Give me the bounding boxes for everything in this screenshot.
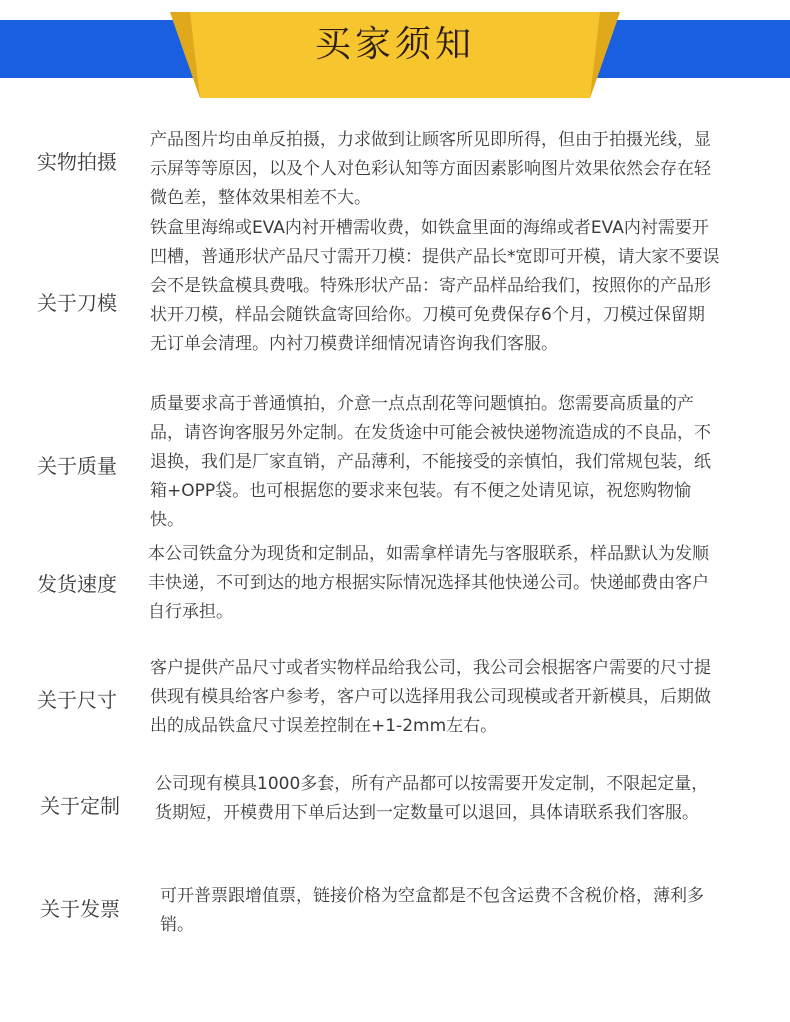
section-label: 关于质量 [37,454,117,478]
section-label: 实物拍摄 [37,150,117,174]
page-title: 买家须知 [314,24,475,65]
section-label: 关于发票 [40,897,120,921]
section-label: 关于定制 [40,794,120,818]
section-text: 铁盒里海绵或EVA内衬开槽需收费，如铁盒里面的海绵或者EVA内衬需要开凹槽，普通形状产品尺寸需开刀模：提供产品长*宽即可开模，请大家不要误会不是铁盒模具费哦。特殊形状产品：寄产品样品给我们，按照你的产品形状开刀模，样品会随铁盒寄回给你。刀模可免费保存6个月，刀模过保留期无订单会清理。内衬刀模费详细情况请咨询我们客服。 [150,218,720,354]
section-text: 公司现有模具1000多套，所有产品都可以按需要开发定制，不限起定量，货期短，开模费用下单后达到一定数量可以退回，具体请联系我们客服。 [155,774,709,823]
section-label: 发货速度 [37,572,117,596]
header-banner [0,0,790,100]
section-label: 关于尺寸 [37,688,117,712]
section-text: 客户提供产品尺寸或者实物样品给我公司，我公司会根据客户需要的尺寸提供现有模具给客户参考，客户可以选择用我公司现模或者开新模具，后期做出的成品铁盒尺寸误差控制在+1-2mm左右。 [150,658,711,736]
section-text: 质量要求高于普通慎拍，介意一点点刮花等问题慎拍。您需要高质量的产品，请咨询客服另外定制。在发货途中可能会被快递物流造成的不良品，不退换，我们是厂家直销，产品薄利，不能接受的亲慎怕，我们常规包装，纸箱+OPP袋。也可根据您的要求来包装。有不便之处请见谅，祝您购物愉快。 [150,394,711,530]
section-text: 可开普票跟增值票，链接价格为空盒都是不包含运费不含税价格，薄利多销。 [160,886,704,935]
section-text: 本公司铁盒分为现货和定制品，如需拿样请先与客服联系，样品默认为发顺丰快递，不可到达的地方根据实际情况选择其他快递公司。快递邮费由客户自行承担。 [148,544,709,622]
section-text: 产品图片均由单反拍摄，力求做到让顾客所见即所得，但由于拍摄光线，显示屏等等原因，以及个人对色彩认知等方面因素影响图片效果依然会存在轻微色差，整体效果相差不大。 [150,130,711,208]
section-label: 关于刀模 [37,291,117,315]
